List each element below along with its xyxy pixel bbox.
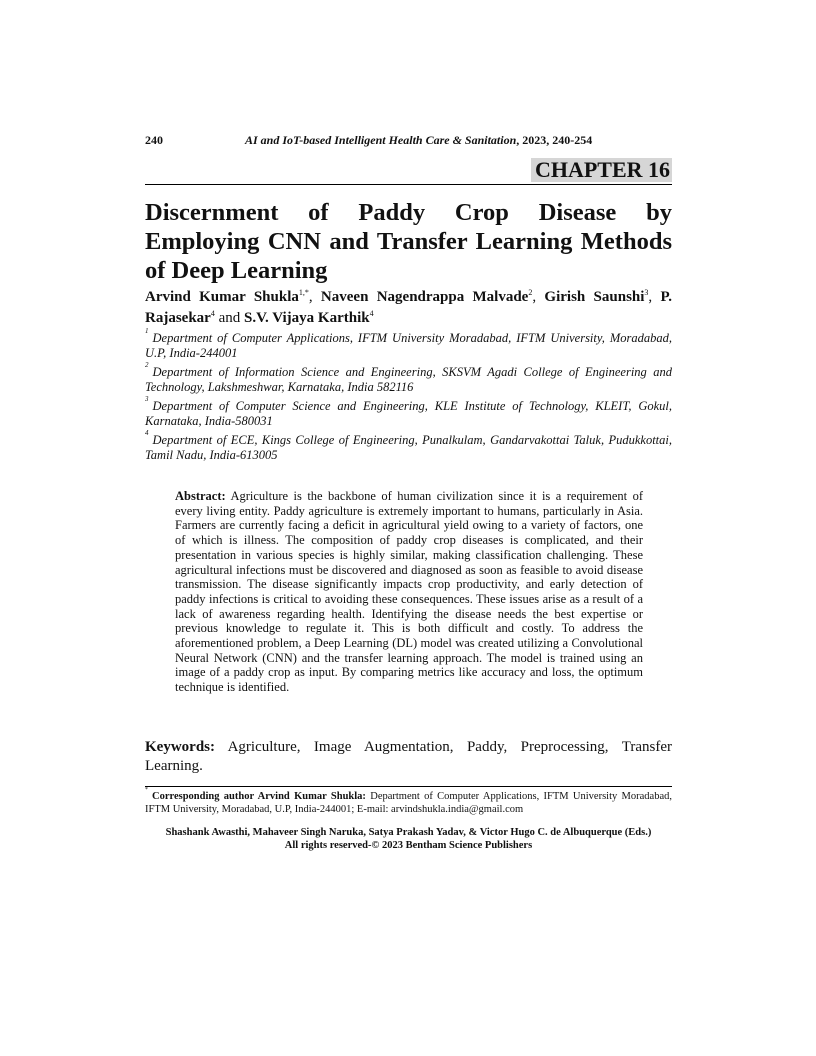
author-name: Arvind Kumar Shukla — [145, 289, 299, 305]
rights-line: All rights reserved-© 2023 Bentham Science Publishers — [284, 840, 533, 851]
journal-name: AI and IoT-based Intelligent Health Care & Sanitation — [245, 133, 517, 147]
affiliation-text: Department of Information Science and Engineering, SKSVM Agadi College of Engineering and Technology, Lakshmeshwar, Karnataka, India 582116 — [145, 365, 672, 394]
abstract — [175, 489, 643, 695]
chapter-label: CHAPTER 16 — [531, 158, 672, 182]
affiliation-text: Department of Computer Science and Engineering, KLE Institute of Technology, KLEIT, Gokul, Karnataka, India-580031 — [145, 399, 672, 428]
affiliation — [145, 361, 672, 395]
author-affiliation-mark: 4 — [210, 309, 215, 318]
affiliation-number: 4 — [145, 429, 149, 437]
keywords-label: Keywords: — [145, 739, 215, 755]
author-separator: and — [214, 310, 244, 326]
affiliation-number: 2 — [145, 361, 149, 369]
author-name: Girish Saunshi — [544, 289, 645, 305]
footnote-marker: * — [145, 787, 148, 793]
author-separator: , — [532, 289, 545, 305]
paper-title: Discernment of Paddy Crop Disease by Employing CNN and Transfer Learning Methods of Deep Learning — [145, 199, 672, 284]
affiliation-list — [145, 327, 672, 467]
author-separator: , — [308, 289, 321, 305]
affiliation-number: 3 — [145, 395, 149, 403]
author-name: P. Rajasekar — [145, 289, 673, 326]
author-name: S.V. Vijaya Karthik — [244, 310, 370, 326]
corresponding-author-footnote — [145, 787, 672, 816]
journal-year-pages: , 2023, 240-254 — [516, 133, 593, 147]
keywords — [145, 738, 672, 776]
affiliation — [145, 327, 672, 361]
author-list — [145, 287, 672, 329]
keywords-text: Agriculture, Image Augmentation, Paddy, Preprocessing, Transfer Learning. — [145, 739, 672, 774]
affiliation-text: Department of ECE, Kings College of Engineering, Punalkulam, Gandarvakottai Taluk, Pudukkottai, Tamil Nadu, India-613005 — [145, 433, 672, 462]
footnote-divider — [145, 786, 672, 787]
author-affiliation-mark: 1,* — [298, 288, 309, 297]
footnote-text: Department of Computer Applications, IFTM University Moradabad, IFTM University, Moradabad, U.P, India-244001; E-mail: arvindshukla.india@gmail.com — [145, 791, 672, 815]
affiliation-number: 1 — [145, 327, 149, 335]
author-name: Naveen Nagendrappa Malvade — [320, 289, 529, 305]
abstract-label: Abstract: — [175, 489, 226, 503]
affiliation — [145, 395, 672, 429]
abstract-text: Agriculture is the backbone of human civilization since it is a requirement of every living entity. Paddy agriculture is extremely important to humans, particularly in Asia. Farmers are currently facing a deficit in agricultural yield owing to a variety of factors, one of which is illness. The composition of paddy crop diseases is complicated, and their presentation in various species is highly similar, making classification challenging. These agricultural infections must be discovered and diagnosed as soon as feasible to avoid disease transmission. The disease significantly impacts crop productivity, and early detection of paddy infections is critical to avoiding these consequences. These issues arise as a result of a lack of awareness regarding health. Identifying the disease needs the best expertise or previous knowledge to regulate it. This is both difficult and costly. To address the aforementioned problem, a Deep Learning (DL) model was created utilizing a Convolutional Neural Network (CNN) and the transfer learning approach. The model is trained using an image of a paddy crop as input. By comparing metrics like accuracy and loss, the optimum technique is identified. — [175, 489, 643, 695]
author-separator: , — [648, 289, 661, 305]
author-affiliation-mark: 2 — [528, 288, 533, 297]
author-affiliation-mark: 4 — [369, 309, 374, 318]
affiliation-text: Department of Computer Applications, IFTM University Moradabad, IFTM University, Moradabad, U.P, India-244001 — [145, 331, 672, 360]
page-number: 240 — [145, 133, 163, 147]
journal-title — [245, 133, 592, 148]
author-affiliation-mark: 3 — [644, 288, 649, 297]
publisher-info — [145, 826, 672, 852]
chapter-rule — [145, 158, 672, 185]
editors-line: Shashank Awasthi, Mahaveer Singh Naruka, Satya Prakash Yadav, & Victor Hugo C. de Albuquerque (Eds.) — [165, 827, 652, 838]
footnote-label: Corresponding author Arvind Kumar Shukla: — [152, 791, 366, 802]
affiliation — [145, 429, 672, 463]
